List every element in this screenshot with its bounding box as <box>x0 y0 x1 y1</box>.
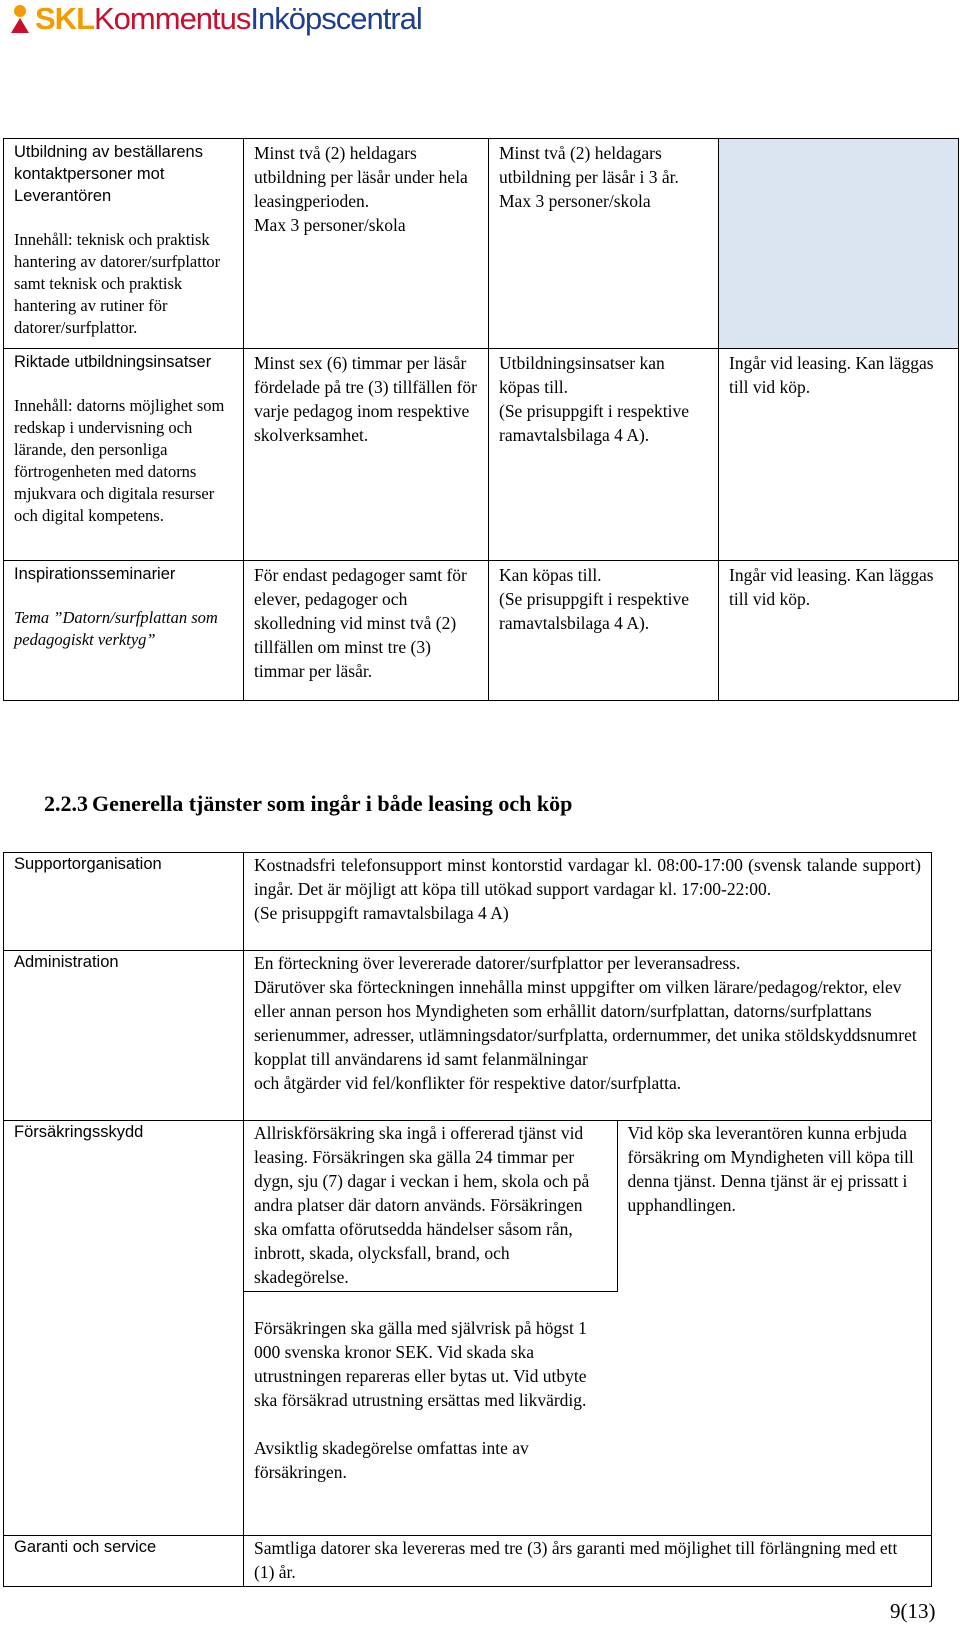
note-cell: Ingår vid leasing. Kan läggas till vid köp. <box>719 561 959 701</box>
purchase-text: Kan köpas till. <box>499 565 602 585</box>
service-text: Kostnadsfri telefonsupport minst kontorstid vardagar kl. 08:00-17:00 (svensk talande support) ingår. Det är möjligt att köpa till utökad support vardagar kl. 17:00-22:00. <box>254 855 921 899</box>
service-value <box>244 853 932 951</box>
training-title: Inspirationsseminarier <box>14 565 176 583</box>
page-number: 9(13) <box>890 1599 936 1623</box>
service-label: Garanti och service <box>4 1536 244 1587</box>
purchase-cell <box>489 349 719 561</box>
table-row <box>4 1121 932 1536</box>
purchase-cell <box>489 561 719 701</box>
table-row <box>4 1536 932 1587</box>
service-label: Försäkringsskydd <box>4 1121 244 1536</box>
table-row <box>4 139 959 349</box>
services-table <box>3 852 932 1587</box>
service-value <box>244 1121 932 1536</box>
insurance-split <box>244 1121 931 1292</box>
purchase-text: Minst två (2) heldagars utbildning per läsår i 3 år. <box>499 143 679 187</box>
insurance-deductible: Försäkringen ska gälla med självrisk på högst 1 000 svenska kronor SEK. Vid skada ska utrustningen repareras eller bytas ut. Vid utbyte ska försäkrad utrustning ersättas med likvärdig. <box>254 1318 587 1410</box>
insurance-exclusion: Avsiktlig skadegörelse omfattas inte av försäkringen. <box>254 1438 529 1482</box>
purchase-text: (Se prisuppgift i respektive ramavtalsbilaga 4 A). <box>499 401 690 445</box>
service-text: Därutöver ska förteckningen innehålla minst uppgifter om vilken lärare/pedagog/rektor, elev eller annan person hos Myndigheten som erhållit datorn/surfplattan, datorns/surfplattans serienummer, adresser, utlämningsdator/surfplatta, ordernummer, det unika stöldskyddsnumret kopplat till användarens id samt felanmälningar <box>254 977 917 1069</box>
table-row <box>4 561 959 701</box>
table-row <box>4 349 959 561</box>
leasing-cell <box>244 349 489 561</box>
training-content: Innehåll: datorns möjlighet som redskap i undervisning och lärande, den personliga förtrogenheten med datorns mjukvara och digitala resurser och digital kompetens. <box>14 396 225 525</box>
training-content: Innehåll: teknisk och praktisk hantering av datorer/surfplattor samt teknisk och praktisk hantering av rutiner för datorer/surfplattor. <box>14 230 221 337</box>
purchase-cell <box>489 139 719 349</box>
note-cell: Ingår vid leasing. Kan läggas till vid köp. <box>719 349 959 561</box>
service-label: Supportorganisation <box>4 853 244 951</box>
insurance-leasing: Allriskförsäkring ska ingå i offererad tjänst vid leasing. Försäkringen ska gälla 24 timmar per dygn, sju (7) dagar i veckan i hem, skola och på andra platser där datorn används. Försäkringen ska omfatta oförutsedda händelser såsom rån, inbrott, skada, olycksfall, brand, och skadegörelse. <box>244 1121 617 1292</box>
logo-skl: SKL <box>35 1 94 36</box>
purchase-text: Utbildningsinsatser kan köpas till. <box>499 353 665 397</box>
logo-person-icon <box>9 4 31 34</box>
logo <box>9 2 422 36</box>
leasing-text: För endast pedagoger samt för elever, pedagoger och skolledning vid minst två (2) tillfällen om minst tre (3) timmar per läsår. <box>254 565 467 681</box>
training-cell <box>4 349 244 561</box>
service-value <box>244 951 932 1121</box>
note-cell <box>719 139 959 349</box>
service-text: och åtgärder vid fel/konflikter för respektive dator/surfplatta. <box>254 1073 682 1093</box>
table-row <box>4 853 932 951</box>
leasing-text: Minst två (2) heldagars utbildning per läsår under hela leasingperioden. <box>254 143 468 211</box>
logo-inkopscentral: Inköpscentral <box>250 1 422 36</box>
section-number: 2.2.3 <box>44 791 88 816</box>
training-title: Riktade utbildningsinsatser <box>14 353 212 371</box>
service-text: (Se prisuppgift ramavtalsbilaga 4 A) <box>254 903 509 923</box>
logo-kommentus: Kommentus <box>94 1 251 36</box>
purchase-text: Max 3 personer/skola <box>499 191 651 211</box>
training-cell <box>4 561 244 701</box>
service-text: En förteckning över levererade datorer/surfplattor per leveransadress. <box>254 953 741 973</box>
leasing-text: Max 3 personer/skola <box>254 215 406 235</box>
training-title: Utbildning av beställarens kontaktpersoner mot Leverantören <box>14 143 203 205</box>
section-title: Generella tjänster som ingår i både leasing och köp <box>92 791 573 816</box>
section-heading <box>44 791 572 817</box>
leasing-text: Minst sex (6) timmar per läsår fördelade på tre (3) tillfällen för varje pedagog inom respektive skolverksamhet. <box>254 353 478 445</box>
service-value: Samtliga datorer ska levereras med tre (3) års garanti med möjlighet till förlängning med ett (1) år. <box>244 1536 932 1587</box>
training-table <box>3 138 959 701</box>
training-cell <box>4 139 244 349</box>
training-content: Tema ”Datorn/surfplattan som pedagogiskt verktyg” <box>14 608 218 649</box>
leasing-cell <box>244 139 489 349</box>
table-row <box>4 951 932 1121</box>
service-label: Administration <box>4 951 244 1121</box>
leasing-cell <box>244 561 489 701</box>
purchase-text: (Se prisuppgift i respektive ramavtalsbilaga 4 A). <box>499 589 690 633</box>
insurance-purchase: Vid köp ska leverantören kunna erbjuda försäkring om Myndigheten vill köpa till denna tjänst. Denna tjänst är ej prissatt i upphandlingen. <box>627 1123 914 1215</box>
